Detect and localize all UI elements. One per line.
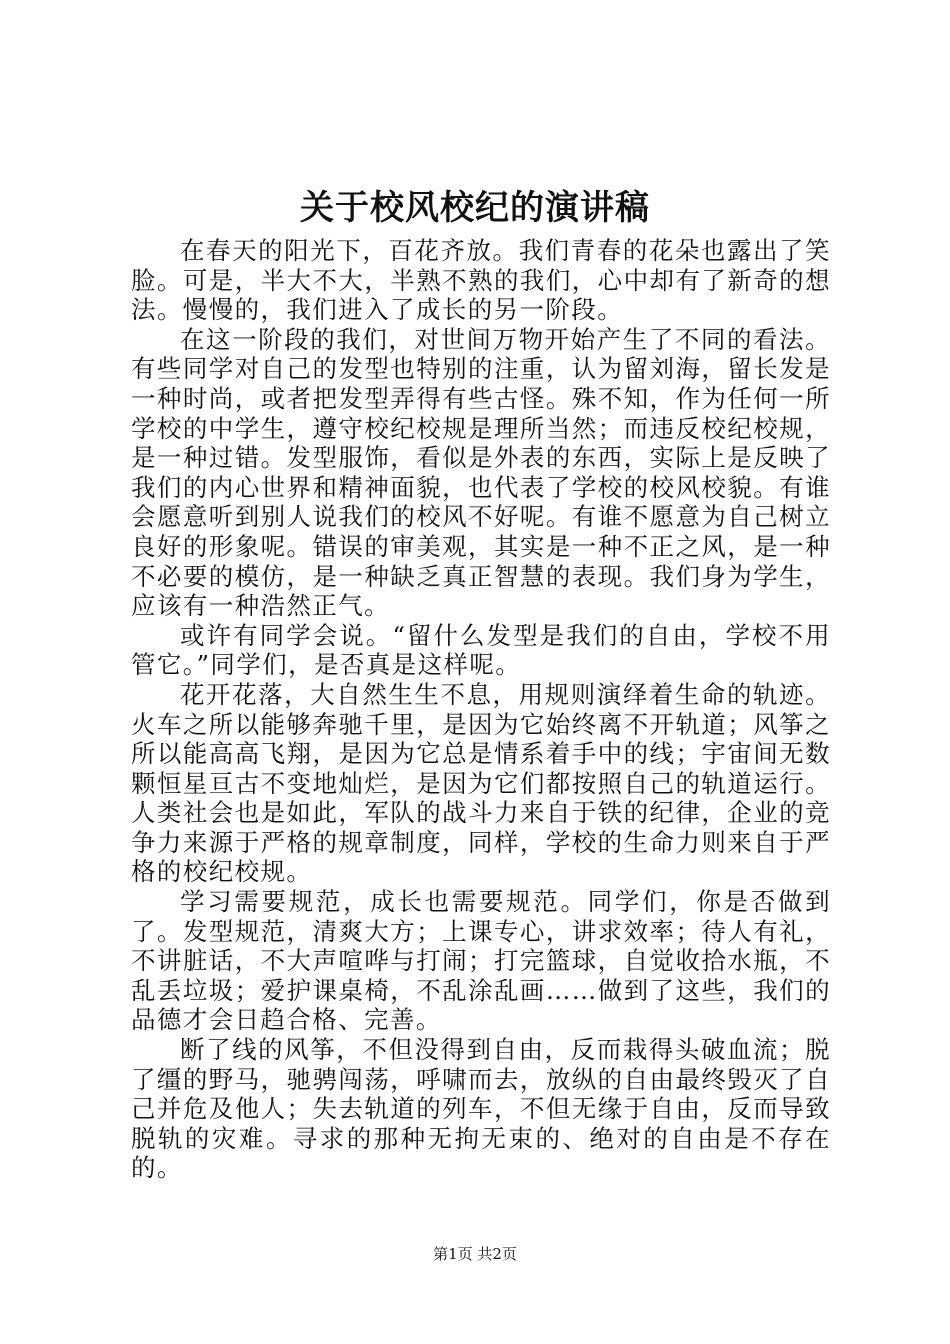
page-title: 关于校风校纪的演讲稿 (300, 188, 650, 228)
paragraph-5: 学习需要规范，成长也需要规范。同学们，你是否做到了。发型规范，清爽大方；上课专心，讲求效率；待人有礼，不讲脏话，不大声喧哗与打闹；打完篮球，自觉收拾水瓶，不乱丢垃圾；爱护课桌椅，不乱涂乱画……做到了这些，我们的品德才会日趋合格、完善。 (131, 887, 831, 1035)
paragraph-6: 断了线的风筝，不但没得到自由，反而栽得头破血流；脱了缰的野马，驰骋闯荡，呼啸而去，放纵的自由最终毁灭了自己并危及他人；失去轨道的列车，不但无缘于自由，反而导致脱轨的灾难。寻求的那种无拘无束的、绝对的自由是不存在的。 (131, 1035, 831, 1183)
paragraph-4: 花开花落，大自然生生不息，用规则演绎着生命的轨迹。火车之所以能够奔驰千里，是因为它始终离不开轨道；风筝之所以能高高飞翔，是因为它总是情系着手中的线；宇宙间无数颗恒星亘古不变地灿烂，是因为它们都按照自己的轨道运行。人类社会也是如此，军队的战斗力来自于铁的纪律，企业的竞争力来源于严格的规章制度，同样，学校的生命力则来自于严格的校纪校规。 (131, 679, 831, 887)
paragraph-1: 在春天的阳光下，百花齐放。我们青春的花朵也露出了笑脸。可是，半大不大，半熟不熟的我们，心中却有了新奇的想法。慢慢的，我们进入了成长的另一阶段。 (131, 236, 831, 325)
speech-body (131, 236, 831, 1183)
paragraph-2: 在这一阶段的我们，对世间万物开始产生了不同的看法。有些同学对自己的发型也特别的注重，认为留刘海，留长发是一种时尚，或者把发型弄得有些古怪。殊不知，作为任何一所学校的中学生，遵守校纪校规是理所当然；而违反校纪校规，是一种过错。发型服饰，看似是外表的东西，实际上是反映了我们的内心世界和精神面貌，也代表了学校的校风校貌。有谁会愿意听到别人说我们的校风不好呢。有谁不愿意为自己树立良好的形象呢。错误的审美观，其实是一种不正之风，是一种不必要的模仿，是一种缺乏真正智慧的表现。我们身为学生，应该有一种浩然正气。 (131, 324, 831, 621)
page-number-footer: 第1页 共2页 (433, 1245, 517, 1263)
paragraph-3: 或许有同学会说。“留什么发型是我们的自由，学校不用管它。”同学们，是否真是这样呢。 (131, 620, 831, 680)
